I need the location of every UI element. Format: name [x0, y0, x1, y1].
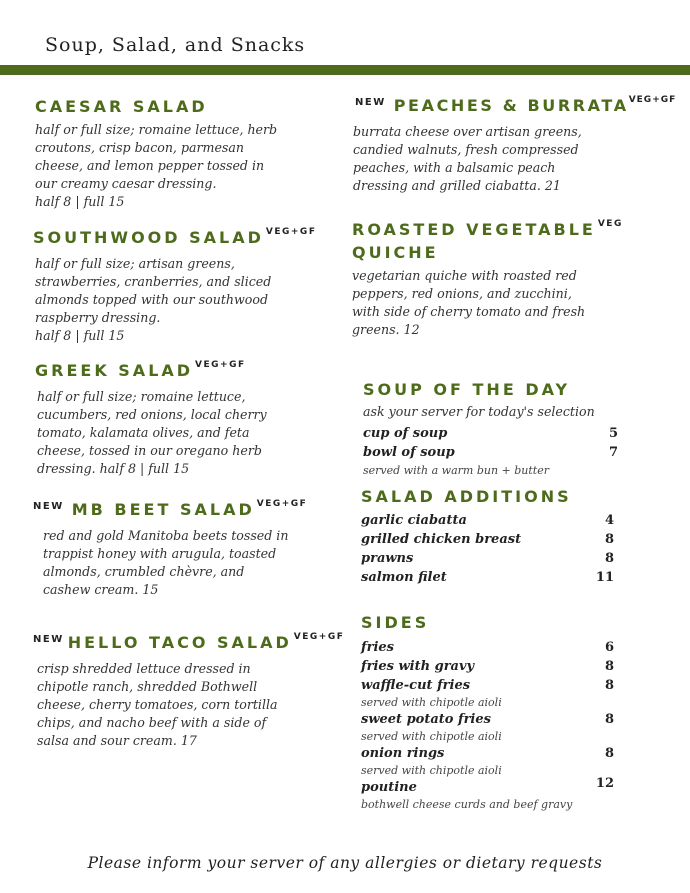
price-row [363, 424, 618, 443]
row-note: bothwell cheese curds and beef gravy [361, 798, 573, 811]
row-price: 8 [604, 659, 614, 674]
desc-line: croutons, crisp bacon, parmesan [35, 140, 245, 155]
row-name: poutine [361, 780, 417, 795]
item-name: QUICHE [352, 243, 439, 262]
item-name: CAESAR SALAD [35, 97, 208, 116]
row-name: fries with gravy [361, 659, 475, 674]
desc-line: crisp shredded lettuce dressed in [37, 661, 251, 676]
new-badge: NEW [355, 97, 386, 108]
row-price: 4 [604, 513, 614, 528]
desc-line: dressing and grilled ciabatta. 21 [353, 178, 561, 193]
desc-line: half 8 | full 15 [35, 328, 125, 343]
price-row [361, 638, 614, 657]
menu-item-hello-taco-salad [33, 633, 344, 750]
desc-line: burrata cheese over artisan greens, [353, 124, 582, 139]
desc-line: half or full size; artisan greens, [35, 256, 235, 271]
price-row [361, 530, 614, 549]
row-name: prawns [361, 551, 414, 566]
item-name: HELLO TACO SALAD [67, 633, 292, 652]
item-name: GREEK SALAD [35, 361, 194, 380]
price-row [361, 511, 614, 530]
price-row [361, 568, 614, 587]
desc-line: cheese, tossed in our oregano herb [37, 443, 262, 458]
row-name: onion rings [361, 746, 445, 761]
allergy-footer-note: Please inform your server of any allergies or dietary requests [87, 854, 603, 872]
row-note: served with chipotle aioli [361, 764, 502, 777]
desc-line: candied walnuts, fresh compressed [353, 142, 579, 157]
row-price: 11 [595, 570, 614, 585]
row-price: 8 [604, 746, 614, 761]
item-name: PEACHES & BURRATA [393, 96, 629, 115]
item-description [353, 123, 676, 195]
row-price: 7 [608, 445, 618, 460]
row-name: fries [361, 640, 394, 655]
item-description [35, 255, 316, 345]
item-name: MB BEET SALAD [71, 500, 255, 519]
section-heading: SALAD ADDITIONS [361, 487, 572, 506]
item-description [37, 660, 344, 750]
item-name: ROASTED VEGETABLE [352, 220, 596, 239]
soup-section [363, 380, 618, 478]
desc-line: peppers, red onions, and zucchini, [352, 286, 572, 301]
sides-section [361, 613, 614, 812]
row-price: 8 [604, 532, 614, 547]
menu-item-caesar-salad [35, 97, 277, 211]
menu-item-mb-beet-salad [33, 500, 307, 599]
desc-line: cashew cream. 15 [43, 582, 159, 597]
row-name: sweet potato fries [361, 712, 491, 727]
item-heading [35, 361, 267, 384]
item-name: SOUTHWOOD SALAD [33, 228, 264, 247]
row-name: cup of soup [363, 426, 448, 441]
item-description [43, 527, 307, 599]
row-price: 6 [604, 640, 614, 655]
diet-tag: VEG+GF [628, 95, 677, 105]
desc-line: trappist honey with arugula, toasted [43, 546, 277, 561]
desc-line: dressing. half 8 | full 15 [37, 461, 190, 476]
item-heading [355, 96, 676, 119]
price-row [361, 676, 614, 695]
price-row [361, 778, 614, 797]
menu-item-southwood-salad [33, 228, 316, 345]
row-name: grilled chicken breast [361, 532, 522, 547]
new-badge: NEW [33, 634, 64, 645]
item-heading [35, 97, 277, 117]
desc-line: cucumbers, red onions, local cherry [37, 407, 267, 422]
item-heading [33, 633, 344, 656]
diet-tag: VEG+GF [293, 632, 345, 642]
desc-line: half 8 | full 15 [35, 194, 125, 209]
page-title: Soup, Salad, and Snacks [45, 34, 306, 56]
item-heading [352, 220, 623, 243]
menu-item-greek-salad [35, 361, 267, 478]
row-name: waffle-cut fries [361, 678, 471, 693]
price-row [363, 443, 618, 462]
row-price: 5 [608, 426, 618, 441]
desc-line: tomato, kalamata olives, and feta [37, 425, 250, 440]
row-note: served with a warm bun + butter [363, 464, 549, 477]
row-note: served with chipotle aioli [361, 730, 502, 743]
row-price: 8 [604, 678, 614, 693]
new-badge: NEW [33, 501, 64, 512]
desc-line: chips, and nacho beef with a side of [37, 715, 267, 730]
row-name: garlic ciabatta [361, 513, 467, 528]
desc-line: strawberries, cranberries, and sliced [35, 274, 272, 289]
row-price: 8 [604, 551, 614, 566]
price-row [361, 657, 614, 676]
desc-line: chipotle ranch, shredded Bothwell [37, 679, 258, 694]
item-description [352, 267, 623, 339]
diet-tag: VEG+GF [265, 227, 317, 237]
desc-line: salsa and sour cream. 17 [37, 733, 197, 748]
desc-line: peaches, with a balsamic peach [353, 160, 556, 175]
desc-line: half or full size; romaine lettuce, herb [35, 122, 278, 137]
price-row [361, 744, 614, 763]
price-row [361, 549, 614, 568]
item-description [37, 388, 267, 478]
menu-item-roasted-vegetable-quiche [352, 220, 623, 339]
desc-line: vegetarian quiche with roasted red [352, 268, 577, 283]
row-name: bowl of soup [363, 445, 455, 460]
desc-line: raspberry dressing. [35, 310, 161, 325]
desc-line: with side of cherry tomato and fresh [352, 304, 586, 319]
desc-line: cheese, and lemon pepper tossed in [35, 158, 265, 173]
header-divider [0, 65, 690, 75]
section-heading: SOUP OF THE DAY [363, 380, 571, 399]
row-price: 8 [604, 712, 614, 727]
desc-line: cheese, cherry tomatoes, corn tortilla [37, 697, 278, 712]
diet-tag: VEG+GF [195, 360, 246, 370]
item-heading [33, 500, 307, 523]
section-heading: SIDES [361, 613, 430, 632]
desc-line: half or full size; romaine lettuce, [37, 389, 246, 404]
row-name: salmon filet [361, 570, 447, 585]
desc-line: red and gold Manitoba beets tossed in [43, 528, 289, 543]
diet-tag: VEG+GF [256, 499, 308, 509]
desc-line: almonds topped with our southwood [35, 292, 269, 307]
menu-item-peaches-burrata [355, 96, 676, 195]
item-description [35, 121, 277, 211]
price-row [361, 710, 614, 729]
diet-tag: VEG [597, 219, 623, 229]
item-heading-line2 [352, 243, 623, 263]
salad-additions-section [361, 487, 614, 587]
item-heading [33, 228, 316, 251]
section-subtitle: ask your server for today's selection [363, 404, 595, 419]
desc-line: our creamy caesar dressing. [35, 176, 217, 191]
row-note: served with chipotle aioli [361, 696, 502, 709]
row-price: 12 [595, 776, 614, 791]
desc-line: almonds, crumbled chèvre, and [43, 564, 245, 579]
desc-line: greens. 12 [352, 322, 420, 337]
